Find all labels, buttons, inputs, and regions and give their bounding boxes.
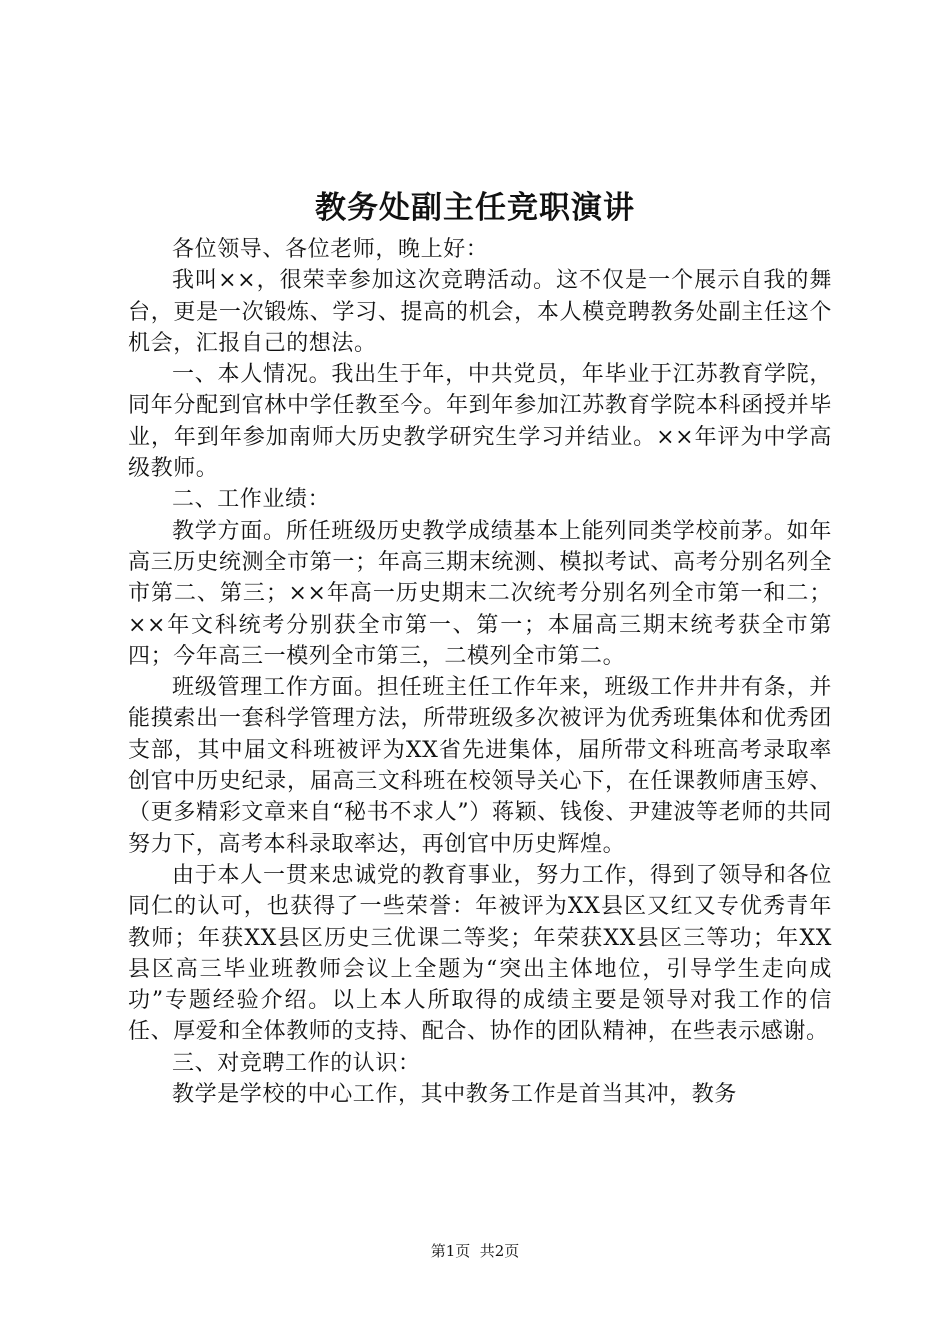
understanding-paragraph: 教学是学校的中心工作，其中教务工作是首当其冲，教务 <box>172 1082 738 1108</box>
document-title: 教务处副主任竞职演讲 <box>315 190 635 226</box>
honors-paragraph: 由于本人一贯来忠诚党的教育事业，努力工作，得到了领导和各位同仁的认可，也获得了一些荣誉：年被评为XX县区又红又专优秀青年教师；年获XX县区历史三优课二等奖；年荣获XX县区三等功；年XX县区高三毕业班教师会议上全题为“突出主体地位，引导学生走向成功”专题经验介绍。以上本人所取得的成绩主要是领导对我工作的信任、厚爱和全体教师的支持、配合、协作的团队精神，在些表示感谢。 <box>128 862 832 1045</box>
section-heading-achievements: 二、工作业绩： <box>172 487 331 513</box>
personal-info-paragraph: 一、本人情况。我出生于年，中共党员，年毕业于江苏教育学院，同年分配到官林中学任教至今。年到年参加江苏教育学院本科函授并毕业，年到年参加南师大历史教学研究生学习并结业。××年评为中学高级教师。 <box>128 362 832 482</box>
intro-paragraph: 我叫××，很荣幸参加这次竞聘活动。这不仅是一个展示自我的舞台，更是一次锻炼、学习、提高的机会，本人模竞聘教务处副主任这个机会，汇报自己的想法。 <box>128 268 832 356</box>
page-footer <box>0 1241 950 1261</box>
page-number-label: 第1页 共2页 <box>430 1242 520 1260</box>
teaching-paragraph: 教学方面。所任班级历史教学成绩基本上能列同类学校前茅。如年高三历史统测全市第一；年高三期末统测、模拟考试、高考分别名列全市第二、第三；××年高一历史期末二次统考分别名列全市第一和二；××年文科统考分别获全市第一、第一；本届高三期末统考获全市第四；今年高三一模列全市第三，二模列全市第二。 <box>128 518 832 669</box>
document-body <box>128 234 832 1110</box>
class-management-paragraph: 班级管理工作方面。担任班主任工作年来，班级工作井井有条，并能摸索出一套科学管理方法，所带班级多次被评为优秀班集体和优秀团支部，其中届文科班被评为XX省先进集体，届所带文科班高考录取率创官中历史纪录，届高三文科班在校领导关心下，在任课教师唐玉婷、（更多精彩文章来自“秘书不求人”）蒋颖、钱俊、尹建波等老师的共同努力下，高考本科录取率达，再创官中历史辉煌。 <box>128 675 832 857</box>
section-heading-understanding: 三、对竞聘工作的认识： <box>172 1050 421 1076</box>
greeting-paragraph: 各位领导、各位老师，晚上好： <box>172 237 489 262</box>
